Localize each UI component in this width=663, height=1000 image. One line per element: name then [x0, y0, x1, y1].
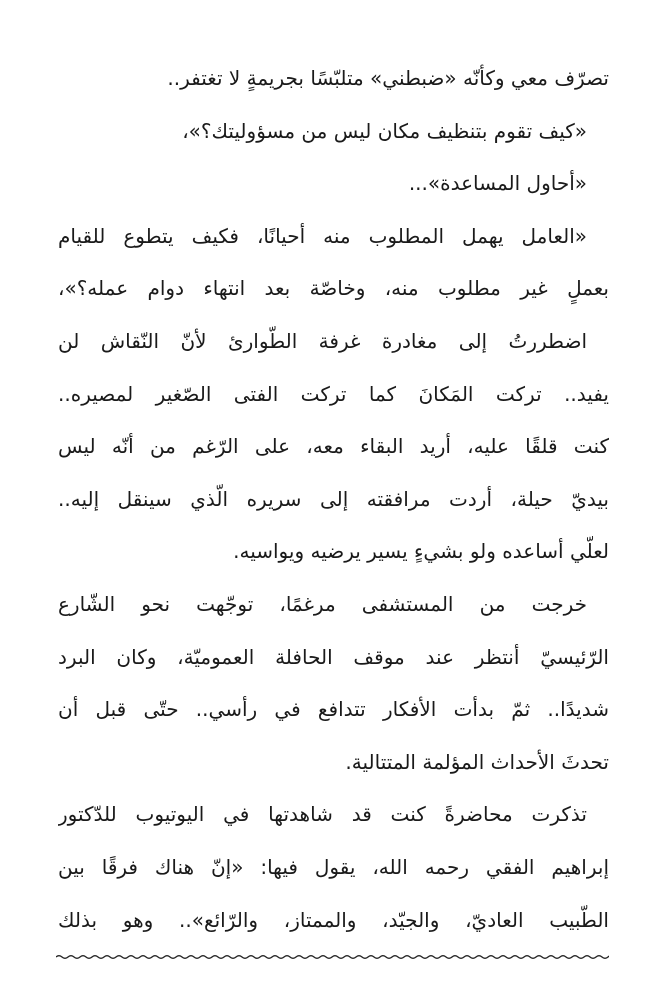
- text-line-16: إبراهيم الفقي رحمه الله، يقول فيها: «إنّ هناك فرقًا بين: [58, 854, 609, 879]
- text-line-5: بعملٍ غير مطلوب منه، وخاصّة بعد انتهاء دوام عمله؟»،: [58, 276, 609, 301]
- text-line-7: يفيد.. تركت المَكانَ كما تركت الفتى الصّغير لمصيره..: [58, 381, 609, 406]
- text-line-4: «العامل يهمل المطلوب منه أحيانًا، فكيف يتطوع للقيام: [58, 223, 587, 248]
- book-page-text: [58, 52, 609, 946]
- text-line-14: تحدثَ الأحداث المؤلمة المتتالية.: [345, 749, 609, 774]
- text-line-8: كنت قلقًا عليه، أريد البقاء معه، على الرّغم من أنّه ليس: [58, 434, 609, 459]
- text-line-12: الرّئيسيّ أنتظر عند موقف الحافلة العموميّة، وكان البرد: [58, 644, 609, 669]
- text-line-10: لعلّي أساعده ولو بشيءٍ يسير يرضيه ويواسيه.: [233, 539, 609, 564]
- text-line-9: بيديّ حيلة، أردت مرافقته إلى سريره الّذي سينقل إليه..: [58, 486, 609, 511]
- text-line-3: «أحاول المساعدة»...: [408, 171, 587, 196]
- text-line-2: «كيف تقوم بتنظيف مكان ليس من مسؤوليتك؟»،: [182, 118, 587, 143]
- text-line-15: تذكرت محاضرةً كنت قد شاهدتها في اليوتيوب للدّكتور: [58, 802, 587, 827]
- text-line-11: خرجت من المستشفى مرغمًا، توجّهت نحو الشّارع: [58, 591, 587, 616]
- text-line-13: شديدًا.. ثمّ بدأت الأفكار تتدافع في رأسي.. حتّى قبل أن: [58, 697, 609, 722]
- text-line-1: تصرّف معي وكأنّه «ضبطني» متلبّسًا بجريمةٍ لا تغتفر..: [167, 66, 609, 90]
- text-line-6: اضطررتُ إلى مغادرة غرفة الطّوارئ لأنّ النّقاش لن: [58, 328, 587, 353]
- wavy-divider: [56, 950, 609, 964]
- text-line-17: الطّبيب العاديّ، والجيّد، والممتاز، والرّائع».. وهو بذلك: [58, 907, 609, 932]
